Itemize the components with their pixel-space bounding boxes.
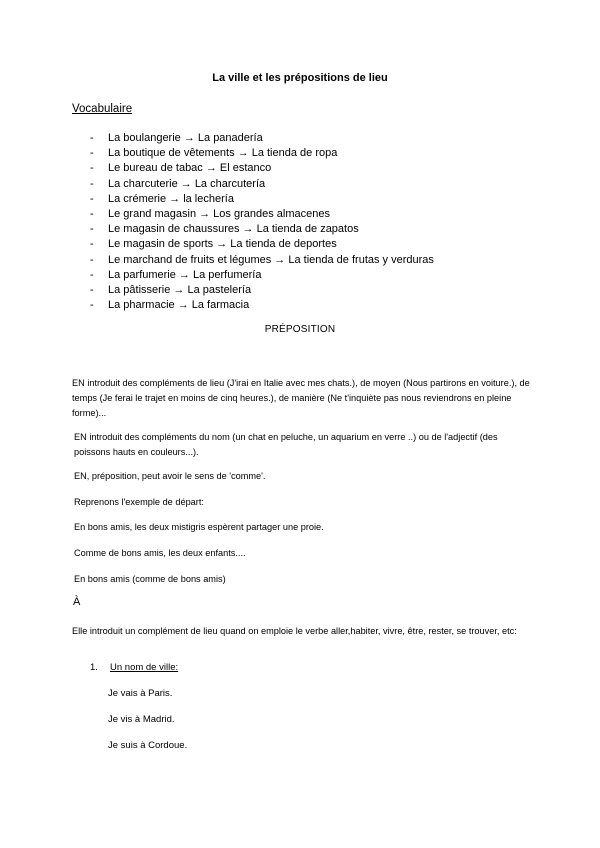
- vocab-entry: Le bureau de tabac → El estanco: [108, 162, 272, 175]
- paragraph-example-1: En bons amis, les deux mistigris espèrent partager une proie.: [74, 522, 324, 532]
- preposition-heading: PRÉPOSITION: [264, 324, 336, 335]
- paragraph-example-2: Comme de bons amis, les deux enfants....: [74, 548, 246, 558]
- bullet-dash: -: [90, 207, 94, 220]
- bullet-dash: -: [90, 132, 94, 144]
- vocab-entry: La charcuterie → La charcutería: [108, 177, 266, 190]
- vocabulary-heading: Vocabulaire: [72, 103, 133, 115]
- paragraph-en-lieu: EN introduit des compléments de lieu (J'irai en Italie avec mes chats.), de moyen (Nous partirons en voiture.), de temps (Je ferai le trajet en moins de cinq heures.), de manière (Ne t'inquiète pas nous reviendrons en pleine forme)...: [72, 378, 530, 418]
- page-title: La ville et les prépositions de lieu: [212, 72, 388, 84]
- bullet-dash: -: [90, 162, 94, 175]
- bullet-dash: -: [90, 253, 94, 266]
- vocab-entry: La boulangerie → La panadería: [108, 132, 263, 144]
- vocab-entry: La crémerie → la lechería: [108, 192, 234, 205]
- bullet-dash: -: [90, 147, 94, 160]
- bullet-dash: -: [90, 283, 94, 296]
- example-sentence: Je vis à Madrid.: [108, 714, 175, 725]
- paragraph-example-3: En bons amis (comme de bons amis): [74, 574, 226, 584]
- example-sentence: Je vais à Paris.: [108, 688, 173, 699]
- bullet-dash: -: [90, 192, 94, 205]
- bullet-dash: -: [90, 177, 94, 190]
- vocab-entry: Le magasin de chaussures → La tienda de zapatos: [108, 223, 359, 236]
- numbered-item: [90, 662, 178, 673]
- vocab-entry: La parfumerie → La perfumería: [108, 268, 262, 281]
- item-number: 1.: [90, 662, 98, 673]
- paragraph-en-comme: EN, préposition, peut avoir le sens de 'comme'.: [74, 471, 266, 481]
- paragraph-a-intro: Elle introduit un complément de lieu quand on emploie le verbe aller,habiter, vivre, être, rester, se trouver, etc:: [72, 626, 517, 636]
- bullet-dash: -: [90, 238, 94, 251]
- bullet-dash: -: [90, 223, 94, 236]
- paragraph-en-nom: EN introduit des compléments du nom (un chat en peluche, un aquarium en verre ..) ou de l'adjectif (des poissons hauts en couleurs...).: [74, 432, 498, 457]
- a-heading: À: [73, 596, 81, 608]
- item-label: Un nom de ville:: [110, 662, 179, 673]
- vocab-entry: Le marchand de fruits et légumes → La tienda de frutas y verduras: [108, 253, 434, 266]
- vocab-entry: La pharmacie → La farmacia: [108, 299, 250, 312]
- vocab-entry: Le magasin de sports → La tienda de deportes: [108, 238, 337, 251]
- bullet-dash: -: [90, 299, 94, 312]
- vocab-entry: La pâtisserie → La pastelería: [108, 283, 252, 296]
- example-sentence: Je suis à Cordoue.: [108, 740, 188, 751]
- bullet-dash: -: [90, 268, 94, 281]
- paragraph-reprenons: Reprenons l'exemple de départ:: [74, 497, 204, 507]
- vocab-entry: La boutique de vêtements → La tienda de ropa: [108, 147, 338, 160]
- vocab-entry: Le grand magasin → Los grandes almacenes: [108, 207, 330, 220]
